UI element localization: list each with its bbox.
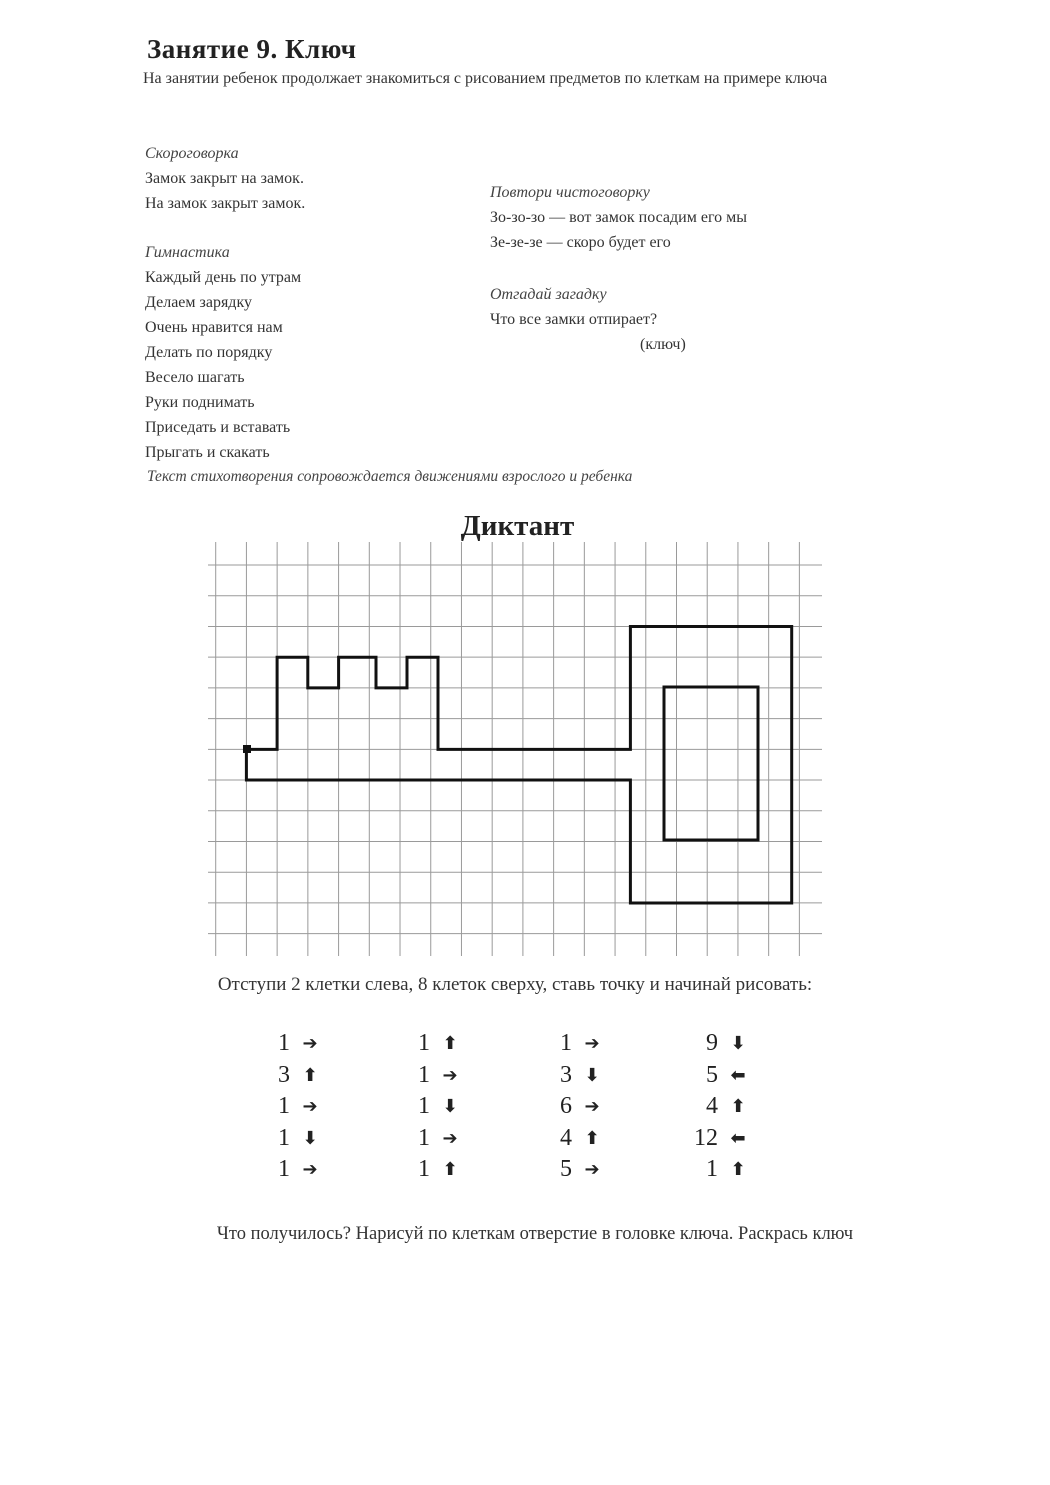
arrow-icon: ➔ [584,1096,600,1118]
gymnastics-heading: Гимнастика [145,244,230,261]
arrow-icon: ⬇ [584,1064,600,1086]
key-drawing [246,627,791,904]
arrow-icon: ⬆ [730,1159,746,1181]
tongue-twister-block [490,180,747,255]
step-count: 1 [418,1124,430,1151]
step-count: 3 [560,1061,572,1088]
arrow-icon: ➔ [302,1096,318,1118]
gymnastics-block [145,240,301,465]
key-head-hole [664,687,758,840]
gymnastics-line: Каждый день по утрам [145,269,302,286]
arrow-icon: ⬆ [442,1033,458,1055]
start-point [243,745,251,753]
tongue-twister-line: Зо-зо-зо — вот замок посадим его мы [490,209,747,226]
closing-task: Что получилось? Нарисуй по клеткам отверстие в головке ключа. Раскрась ключ [216,1224,854,1244]
step [250,1060,390,1092]
steps-column [532,1028,672,1186]
arrow-icon: ⬇ [730,1033,746,1055]
riddle-block [490,282,686,357]
step [250,1091,390,1123]
finger-game-line: На замок закрыт замок. [145,195,306,212]
gymnastics-line: Очень нравится нам [145,319,283,336]
step [390,1123,530,1155]
step [250,1123,390,1155]
arrow-icon: ⬅ [730,1127,746,1149]
step-count: 1 [418,1061,430,1088]
footnote: Текст стихотворения сопровождается движениями взрослого и ребенка [147,468,633,485]
step-count: 4 [560,1124,572,1151]
lesson-title: Занятие 9. Ключ [147,34,357,64]
arrow-icon: ⬆ [442,1159,458,1181]
step-count: 1 [278,1124,290,1151]
riddle-answer: (ключ) [640,336,686,353]
step-count: 3 [278,1061,290,1088]
step-count: 1 [706,1156,718,1183]
step [678,1028,818,1060]
step [532,1060,672,1092]
lesson-intro: На занятии ребенок продолжает знакомиться с рисованием предметов по клеткам на примере ключа [143,70,828,87]
step-count: 9 [706,1030,718,1057]
step-count: 1 [418,1156,430,1183]
gymnastics-line: Делать по порядку [145,344,273,361]
step-count: 1 [418,1030,430,1057]
step-count: 4 [706,1093,718,1120]
step [532,1028,672,1060]
arrow-icon: ➔ [302,1159,318,1181]
step [390,1091,530,1123]
steps-column [250,1028,390,1186]
step [390,1060,530,1092]
dictation-title: Диктант [460,510,575,542]
step [532,1154,672,1186]
step [250,1028,390,1060]
step-count: 12 [694,1124,718,1151]
gymnastics-line: Прыгать и скакать [145,444,270,461]
step [532,1123,672,1155]
dictation-instruction: Отступи 2 клетки слева, 8 клеток сверху, ставь точку и начинай рисовать: [217,974,813,995]
arrow-icon: ⬆ [302,1064,318,1086]
step-count: 5 [560,1156,572,1183]
step [678,1091,818,1123]
arrow-icon: ⬅ [730,1064,746,1086]
step [390,1028,530,1060]
arrow-icon: ⬇ [302,1127,318,1149]
riddle-question: Что все замки отпирает? [490,311,658,328]
gymnastics-line: Руки поднимать [145,394,255,411]
gymnastics-line: Приседать и вставать [145,419,291,436]
arrow-icon: ⬆ [730,1096,746,1118]
finger-game-line: Замок закрыт на замок. [145,170,304,187]
steps-column [678,1028,818,1186]
arrow-icon: ⬇ [442,1096,458,1118]
graph-paper-grid [208,542,832,962]
step [532,1091,672,1123]
step-count: 5 [706,1061,718,1088]
arrow-icon: ➔ [584,1159,600,1181]
tongue-twister-heading: Повтори чистоговорку [490,184,650,201]
step-count: 1 [278,1030,290,1057]
step-count: 1 [418,1093,430,1120]
gymnastics-line: Делаем зарядку [145,294,252,311]
arrow-icon: ➔ [584,1033,600,1055]
arrow-icon: ➔ [302,1033,318,1055]
step [678,1123,818,1155]
step [678,1060,818,1092]
arrow-icon: ⬆ [584,1127,600,1149]
step [250,1154,390,1186]
gymnastics-line: Весело шагать [145,369,245,386]
step-count: 1 [278,1156,290,1183]
arrow-icon: ➔ [442,1127,458,1149]
finger-game-block [145,141,305,216]
step-count: 6 [560,1093,572,1120]
finger-game-heading: Скороговорка [145,145,239,162]
riddle-heading: Отгадай загадку [490,286,607,303]
step-count: 1 [278,1093,290,1120]
step-count: 1 [560,1030,572,1057]
tongue-twister-line: Зе-зе-зе — скоро будет его [490,234,671,251]
arrow-icon: ➔ [442,1064,458,1086]
step [678,1154,818,1186]
step [390,1154,530,1186]
steps-column [390,1028,530,1186]
